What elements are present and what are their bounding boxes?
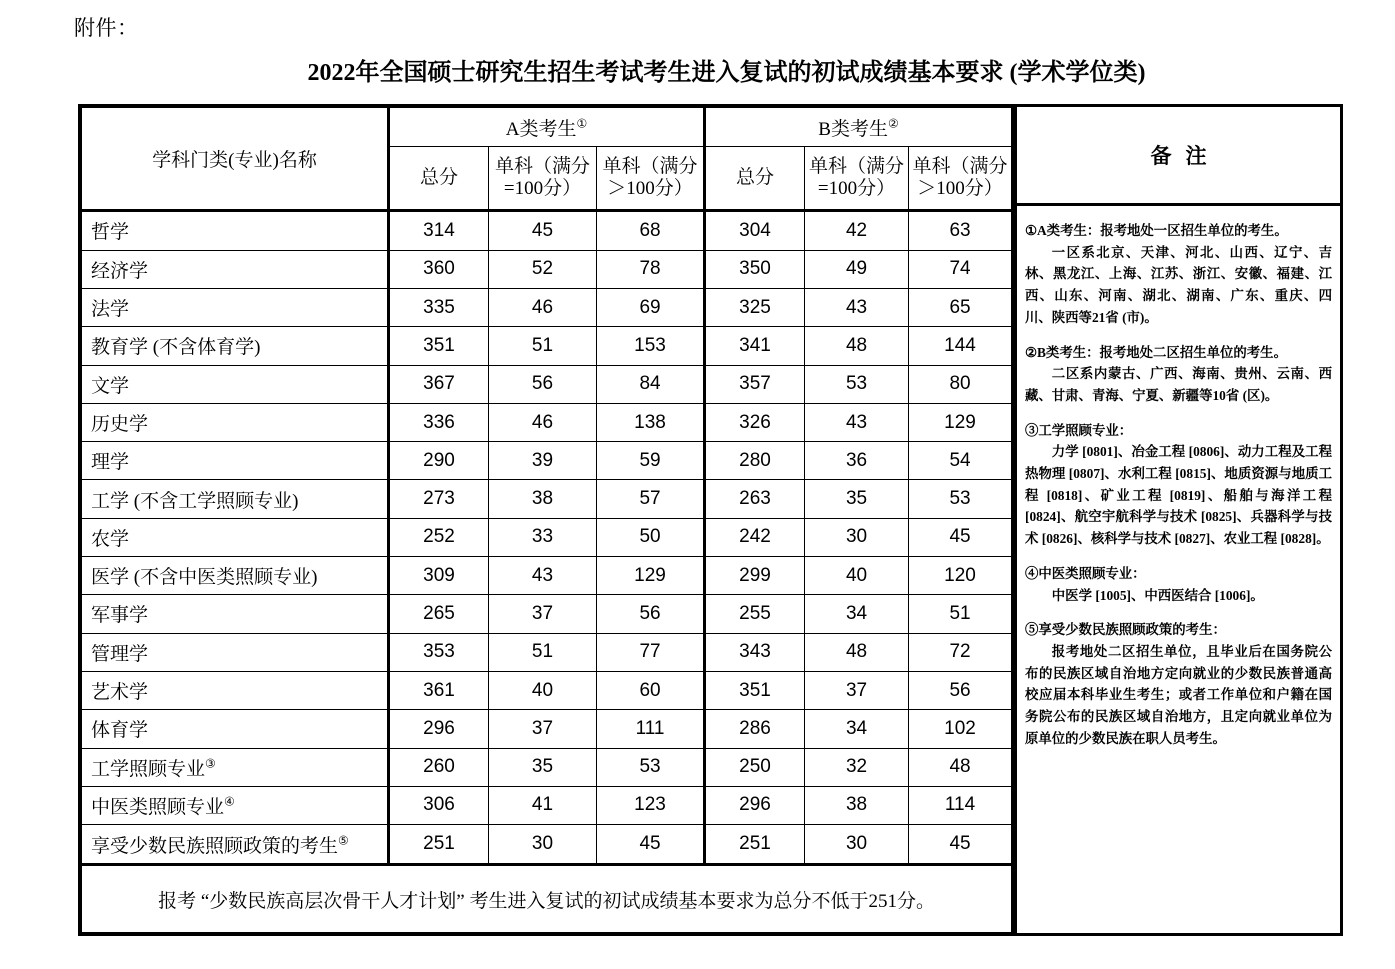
- cell-b-total: 255: [705, 595, 805, 633]
- cell-b-eq100: 53: [805, 365, 909, 403]
- cell-a-total: 260: [389, 748, 489, 786]
- table-foot: [82, 865, 1012, 933]
- cell-b-gt100: 65: [909, 288, 1012, 326]
- cell-b-gt100: 144: [909, 327, 1012, 365]
- cell-a-total: 361: [389, 671, 489, 709]
- cell-a-eq100: 38: [489, 480, 597, 518]
- cell-a-total: 290: [389, 442, 489, 480]
- remark-note-text: 一区系北京、天津、河北、山西、辽宁、吉林、黑龙江、上海、江苏、浙江、安徽、福建、江西、山东、河南、湖北、湖南、广东、重庆、四川、陕西等21省 (市)。: [1025, 244, 1332, 325]
- cell-subject: 经济学: [82, 250, 389, 288]
- cell-b-gt100: 102: [909, 710, 1012, 748]
- cell-a-gt100: 60: [597, 671, 705, 709]
- remark-note: [1025, 619, 1332, 749]
- remark-note-title: ③工学照顾专业：: [1025, 422, 1133, 438]
- cell-a-total: 360: [389, 250, 489, 288]
- cell-b-gt100: 129: [909, 403, 1012, 441]
- cell-a-total: 367: [389, 365, 489, 403]
- remark-note-text: 中医学 [1005]、中西医结合 [1006]。: [1051, 587, 1264, 603]
- table-row: [82, 786, 1012, 824]
- remark-note: [1025, 342, 1332, 407]
- table-row: [82, 250, 1012, 288]
- cell-b-gt100: 114: [909, 786, 1012, 824]
- cell-subject: 中医类照顾专业④: [82, 786, 389, 824]
- page-title: 2022年全国硕士研究生招生考试考生进入复试的初试成绩基本要求 (学术学位类): [307, 60, 1146, 86]
- cell-a-gt100: 84: [597, 365, 705, 403]
- cell-subject: 文学: [82, 365, 389, 403]
- cell-b-total: 350: [705, 250, 805, 288]
- cell-b-eq100: 48: [805, 327, 909, 365]
- cell-b-eq100: 37: [805, 671, 909, 709]
- cell-b-total: 299: [705, 557, 805, 595]
- remark-note-title: ④中医类照顾专业：: [1025, 565, 1146, 581]
- cell-a-eq100: 46: [489, 403, 597, 441]
- cell-subject: 哲学: [82, 211, 389, 251]
- cell-subject: 艺术学: [82, 671, 389, 709]
- column-header-a-total: 总分: [389, 147, 489, 211]
- remarks-body: [1017, 206, 1340, 749]
- cell-b-eq100: 36: [805, 442, 909, 480]
- cell-subject: 理学: [82, 442, 389, 480]
- table-row: [82, 633, 1012, 671]
- cell-b-eq100: 43: [805, 288, 909, 326]
- footnote-marker: ①: [576, 116, 588, 131]
- table-row: [82, 480, 1012, 518]
- table-row: [82, 211, 1012, 251]
- cell-subject: 体育学: [82, 710, 389, 748]
- table-row: [82, 327, 1012, 365]
- table-body: [82, 211, 1012, 865]
- cell-a-total: 265: [389, 595, 489, 633]
- cell-b-gt100: 48: [909, 748, 1012, 786]
- cell-subject: 农学: [82, 518, 389, 556]
- cell-a-gt100: 153: [597, 327, 705, 365]
- remark-note: [1025, 420, 1332, 550]
- column-header-b-eq100: 单科（满分 =100分）: [805, 147, 909, 211]
- cell-a-total: 296: [389, 710, 489, 748]
- cell-b-total: 304: [705, 211, 805, 251]
- table-row: [82, 671, 1012, 709]
- cell-a-total: 309: [389, 557, 489, 595]
- table-row: [82, 288, 1012, 326]
- cell-subject: 医学 (不含中医类照顾专业): [82, 557, 389, 595]
- table-sheet: [78, 104, 1343, 936]
- table-row: [82, 557, 1012, 595]
- cell-a-eq100: 33: [489, 518, 597, 556]
- cell-a-total: 273: [389, 480, 489, 518]
- table-row: [82, 403, 1012, 441]
- cell-b-eq100: 30: [805, 825, 909, 865]
- cell-a-gt100: 123: [597, 786, 705, 824]
- cell-a-gt100: 77: [597, 633, 705, 671]
- column-header-a-eq100: 单科（满分 =100分）: [489, 147, 597, 211]
- cell-b-total: 351: [705, 671, 805, 709]
- footnote-marker: ⑤: [338, 833, 349, 848]
- cell-b-eq100: 42: [805, 211, 909, 251]
- cell-b-total: 251: [705, 825, 805, 865]
- cell-b-eq100: 49: [805, 250, 909, 288]
- remark-note-title: ②B类考生：报考地处二区招生单位的考生。: [1025, 344, 1287, 360]
- cell-a-eq100: 35: [489, 748, 597, 786]
- footnote-marker: ②: [887, 116, 899, 131]
- remark-note-title: ⑤享受少数民族照顾政策的考生：: [1025, 622, 1226, 638]
- cell-b-total: 250: [705, 748, 805, 786]
- cell-b-eq100: 34: [805, 595, 909, 633]
- cell-a-gt100: 129: [597, 557, 705, 595]
- cell-a-gt100: 53: [597, 748, 705, 786]
- table-footnote: 报考 “少数民族高层次骨干人才计划” 考生进入复试的初试成绩基本要求为总分不低于251分。: [82, 865, 1012, 933]
- cell-a-eq100: 39: [489, 442, 597, 480]
- column-header-group-b: B类考生②: [705, 108, 1012, 147]
- table-head: [82, 108, 1012, 211]
- cell-subject: 军事学: [82, 595, 389, 633]
- cell-b-total: 343: [705, 633, 805, 671]
- cell-b-total: 242: [705, 518, 805, 556]
- table-footnote-row: [82, 865, 1012, 933]
- remark-note-text: 二区系内蒙古、广西、海南、贵州、云南、西藏、甘肃、青海、宁夏、新疆等10省 (区)。: [1025, 366, 1332, 403]
- cell-b-gt100: 45: [909, 518, 1012, 556]
- cell-a-total: 252: [389, 518, 489, 556]
- cell-b-gt100: 80: [909, 365, 1012, 403]
- cell-a-gt100: 111: [597, 710, 705, 748]
- cell-subject: 享受少数民族照顾政策的考生⑤: [82, 825, 389, 865]
- column-header-group-a: A类考生①: [389, 108, 705, 147]
- cell-a-total: 314: [389, 211, 489, 251]
- cell-a-total: 306: [389, 786, 489, 824]
- cell-b-eq100: 35: [805, 480, 909, 518]
- column-header-a-gt100: 单科（满分 ＞100分）: [597, 147, 705, 211]
- cell-b-eq100: 30: [805, 518, 909, 556]
- cell-a-eq100: 41: [489, 786, 597, 824]
- cell-a-eq100: 30: [489, 825, 597, 865]
- cell-b-gt100: 51: [909, 595, 1012, 633]
- cell-a-total: 353: [389, 633, 489, 671]
- table-row: [82, 710, 1012, 748]
- footnote-marker: ③: [205, 756, 216, 771]
- cell-a-eq100: 56: [489, 365, 597, 403]
- cell-a-total: 251: [389, 825, 489, 865]
- cell-b-total: 357: [705, 365, 805, 403]
- table-row: [82, 748, 1012, 786]
- cell-a-eq100: 51: [489, 327, 597, 365]
- cell-b-gt100: 63: [909, 211, 1012, 251]
- cell-b-eq100: 48: [805, 633, 909, 671]
- cell-subject: 工学 (不含工学照顾专业): [82, 480, 389, 518]
- cell-b-total: 326: [705, 403, 805, 441]
- cell-b-eq100: 38: [805, 786, 909, 824]
- score-grid: [81, 107, 1012, 933]
- cell-b-eq100: 43: [805, 403, 909, 441]
- cell-b-total: 286: [705, 710, 805, 748]
- score-table: [78, 104, 1014, 936]
- cell-a-gt100: 57: [597, 480, 705, 518]
- cell-a-total: 336: [389, 403, 489, 441]
- cell-b-eq100: 40: [805, 557, 909, 595]
- cell-b-total: 280: [705, 442, 805, 480]
- cell-a-total: 335: [389, 288, 489, 326]
- remark-note-text: 力学 [0801]、冶金工程 [0806]、动力工程及工程热物理 [0807]、水利工程 [0815]、地质资源与地质工程 [0818]、矿业工程 [0819]、船舶与海洋工程 [0824]、航空宇航科学与技术 [0825]、兵器科学与技术 [0826]、核科学与技术 [0827]、农业工程 [0828]。: [1025, 444, 1332, 547]
- table-row: [82, 442, 1012, 480]
- cell-a-gt100: 56: [597, 595, 705, 633]
- cell-a-eq100: 51: [489, 633, 597, 671]
- cell-a-eq100: 40: [489, 671, 597, 709]
- cell-b-gt100: 54: [909, 442, 1012, 480]
- footnote-marker: ④: [224, 794, 235, 809]
- cell-a-gt100: 138: [597, 403, 705, 441]
- attachment-label: 附件：: [74, 16, 139, 40]
- cell-b-gt100: 45: [909, 825, 1012, 865]
- cell-a-eq100: 46: [489, 288, 597, 326]
- cell-a-total: 351: [389, 327, 489, 365]
- remark-note: [1025, 220, 1332, 329]
- cell-b-gt100: 53: [909, 480, 1012, 518]
- table-row: [82, 825, 1012, 865]
- cell-a-eq100: 37: [489, 710, 597, 748]
- table-row: [82, 518, 1012, 556]
- header-row-groups: [82, 108, 1012, 147]
- cell-b-total: 296: [705, 786, 805, 824]
- cell-b-gt100: 74: [909, 250, 1012, 288]
- column-header-b-total: 总分: [705, 147, 805, 211]
- cell-a-eq100: 45: [489, 211, 597, 251]
- cell-a-gt100: 50: [597, 518, 705, 556]
- remarks-header: 备注: [1017, 107, 1340, 206]
- cell-b-total: 341: [705, 327, 805, 365]
- remarks-panel: [1014, 104, 1343, 936]
- cell-a-eq100: 52: [489, 250, 597, 288]
- cell-subject: 工学照顾专业③: [82, 748, 389, 786]
- cell-a-gt100: 69: [597, 288, 705, 326]
- cell-a-gt100: 78: [597, 250, 705, 288]
- cell-subject: 法学: [82, 288, 389, 326]
- cell-a-gt100: 68: [597, 211, 705, 251]
- column-header-b-gt100: 单科（满分 ＞100分）: [909, 147, 1012, 211]
- cell-a-gt100: 59: [597, 442, 705, 480]
- cell-b-eq100: 32: [805, 748, 909, 786]
- column-header-subject: 学科门类(专业)名称: [82, 108, 389, 211]
- cell-a-gt100: 45: [597, 825, 705, 865]
- cell-subject: 历史学: [82, 403, 389, 441]
- remark-note-title: ①A类考生：报考地处一区招生单位的考生。: [1025, 223, 1288, 238]
- remark-note-text: 报考地处二区招生单位，且毕业后在国务院公布的民族区域自治地方定向就业的少数民族普通高校应届本科毕业生考生；或者工作单位和户籍在国务院公布的民族区域自治地方，且定向就业单位为原单位的少数民族在职人员考生。: [1025, 643, 1332, 746]
- cell-b-total: 263: [705, 480, 805, 518]
- cell-subject: 管理学: [82, 633, 389, 671]
- cell-a-eq100: 37: [489, 595, 597, 633]
- table-row: [82, 595, 1012, 633]
- cell-b-gt100: 72: [909, 633, 1012, 671]
- table-row: [82, 365, 1012, 403]
- remark-note: [1025, 563, 1332, 606]
- cell-b-gt100: 56: [909, 671, 1012, 709]
- cell-b-total: 325: [705, 288, 805, 326]
- cell-subject: 教育学 (不含体育学): [82, 327, 389, 365]
- cell-b-eq100: 34: [805, 710, 909, 748]
- cell-a-eq100: 43: [489, 557, 597, 595]
- cell-b-gt100: 120: [909, 557, 1012, 595]
